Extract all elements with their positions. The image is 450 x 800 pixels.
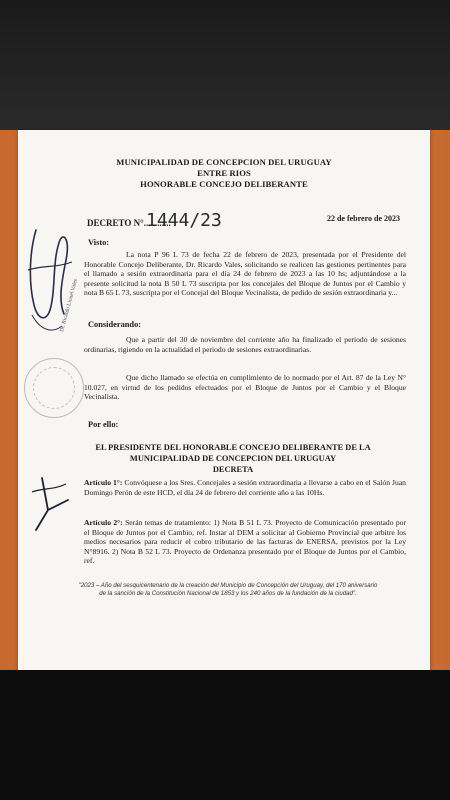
- articulo-2-label: Artículo 2°:: [84, 518, 123, 527]
- header-municipality: MUNICIPALIDAD DE CONCEPCION DEL URUGUAY: [116, 157, 332, 167]
- visto-label: Visto:: [88, 238, 110, 247]
- decreta-heading-line1: EL PRESIDENTE DEL HONORABLE CONCEJO DELIBERANTE DE LA: [95, 443, 371, 452]
- second-signature-icon: [22, 470, 78, 560]
- considerando-paragraph-2: Que dicho llamado se efectúa en cumplimiento de lo normado por el Art. 87 de la Ley N° 10.027, en virtud de los pedidos efectuados por el Bloque de Juntos por el Cambio y el Bloque Vecinalista.: [84, 373, 406, 402]
- header-province: ENTRE RIOS: [197, 168, 251, 178]
- articulo-2: [84, 518, 406, 566]
- articulo-1-text: Convóquese a los Sres. Concejales a sesión extraordinaria a llevarse a cabo en el Salón Juan Domingo Perón de este HCD, el día 24 de febrero del corriente año a las 10Hs.: [84, 478, 406, 497]
- svg-text:Dr. Ricardo Lionel Vales: Dr. Ricardo Lionel Vales: [59, 278, 80, 333]
- background-top: [0, 0, 450, 130]
- document-page: [18, 130, 430, 670]
- header-council: HONORABLE CONCEJO DELIBERANTE: [140, 179, 308, 189]
- decreta-heading-line3: DECRETA: [212, 465, 254, 474]
- decreta-heading-line2: MUNICIPALIDAD DE CONCEPCION DEL URUGUAY: [129, 454, 337, 463]
- document-date: 22 de febrero de 2023: [326, 214, 400, 223]
- considerando-label: Considerando:: [88, 320, 142, 329]
- official-seal-icon: [24, 358, 84, 418]
- background-bottom: [0, 670, 450, 800]
- articulo-1-label: Artículo 1°:: [84, 478, 123, 487]
- decreto-label: DECRETO N°............: [87, 218, 171, 228]
- articulo-2-text: Serán temas de tratamiento: 1) Nota B 51 L 73. Proyecto de Comunicación presentado por el Bloque de Juntos por el Cambio, ref. Instar al DEM a solicitar al Gobierno Provincial que arbitre los medios necesarios para reducir el cobro tributario de las facturas de ENERSA, previstos por la Ley N°8916. 2) Nota B 52 L 73. Proyecto de Ordenanza presentado por el Bloque de Juntos por el Cambio, ref.: [84, 518, 406, 566]
- official-seal-inner-icon: [33, 367, 75, 409]
- considerando-paragraph-1: Que a partir del 30 de noviembre del corriente año ha finalizado el periodo de sesiones ordinarias, rigiendo en la actualidad el periodo de sesiones extraordinarias.: [84, 335, 406, 354]
- handwritten-signature-icon: [22, 210, 80, 340]
- decreta-heading: [68, 442, 398, 475]
- footer-quote: "2023 – Año del sesquicentenario de la creación del Municipio de Concepción del Uruguay, del 170 aniversario de la sanción de la Constitución Nacional de 1853 y los 240 años de la fundación de la ciudad".: [78, 582, 378, 598]
- decreto-number: 1444/23: [146, 210, 222, 231]
- visto-text: La nota P 96 L 73 de fecha 22 de febrero de 2023, presentada por el Presidente del Honorable Concejo Deliberante, Dr. Ricardo Vales, solicitando se realicen las gestiones pertinentes para el llamado a sesión extraordinaria para el día 24 de febrero de 2023 a las 10 hs; adjuntándose a la presente solicitud la nota B 50 L 73 suscripta por los concejales del Bloque de Juntos por el Cambio y nota B 65 L 73, suscripta por el Concejal del Bloque Vecinalista, de pedido de sesión extraordinaria y...: [84, 250, 406, 298]
- por-ello-label: Por ello:: [88, 420, 119, 429]
- articulo-1: [84, 478, 406, 497]
